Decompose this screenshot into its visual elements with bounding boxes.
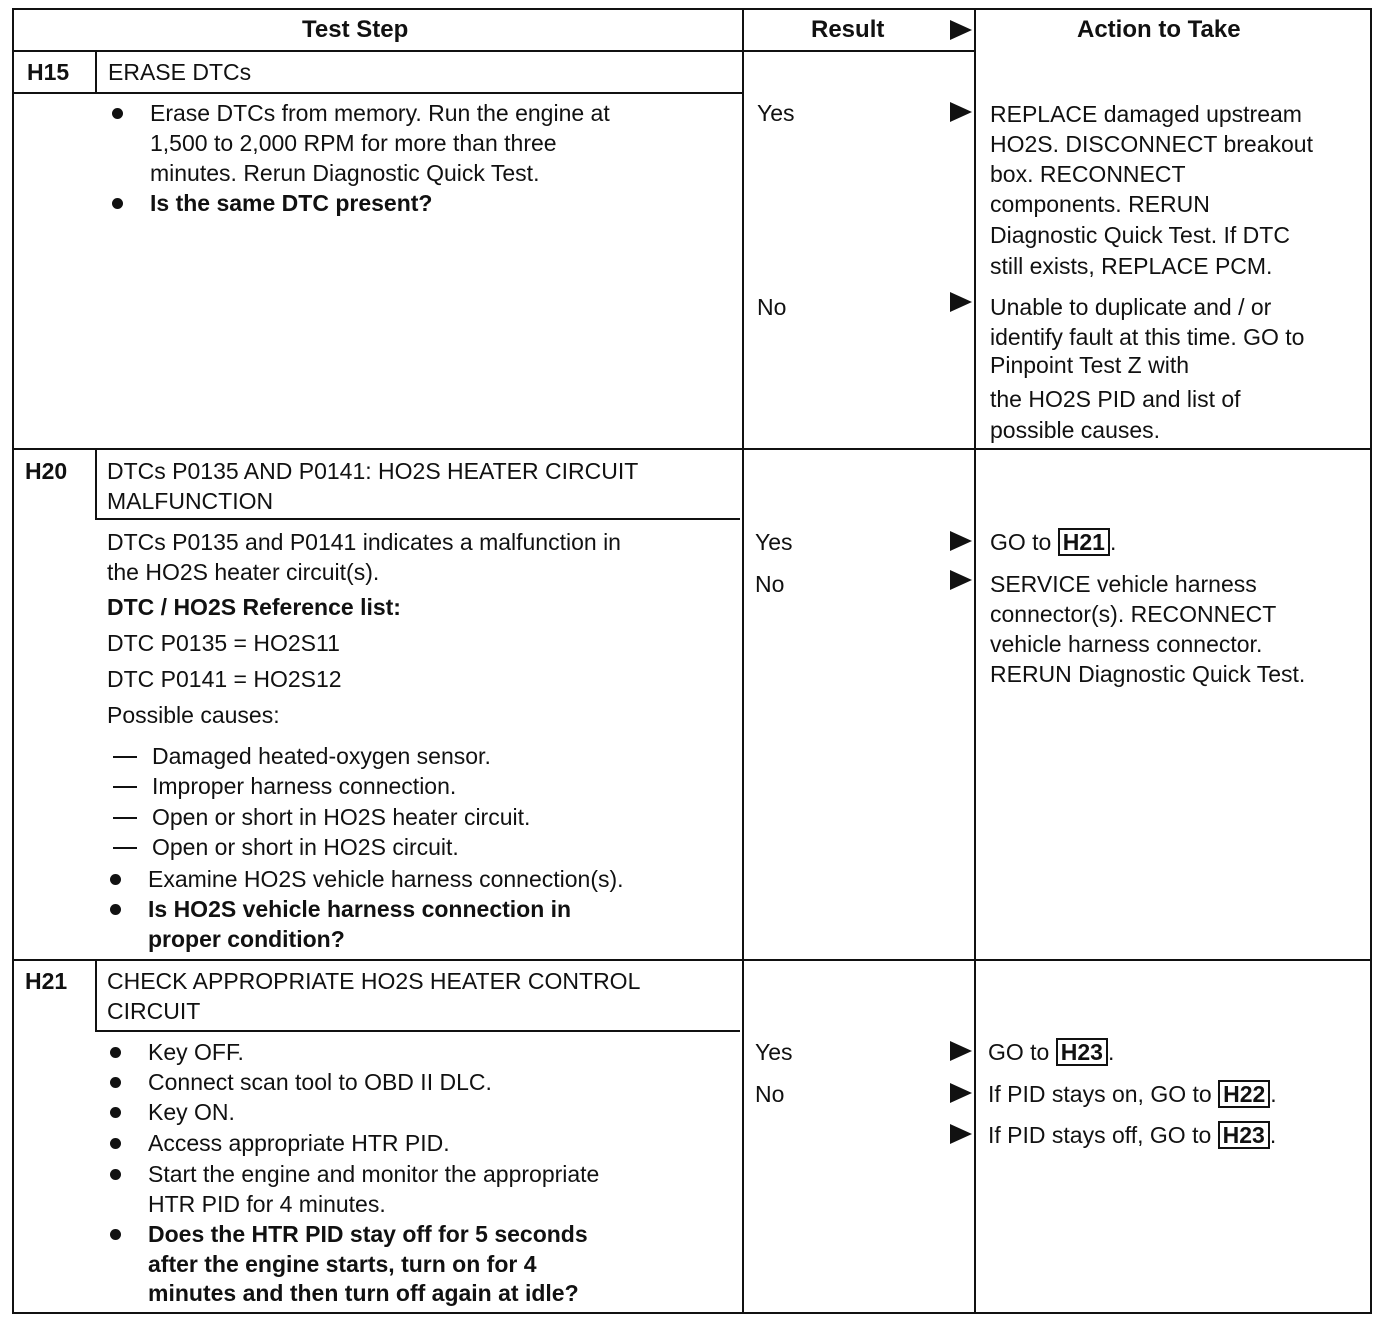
arrow-icon — [950, 531, 972, 551]
step-text: Examine HO2S vehicle harness connection(s). — [148, 866, 624, 892]
arrow-icon — [950, 102, 972, 122]
bullet-icon — [110, 1138, 121, 1149]
cause-item: Open or short in HO2S circuit. — [152, 834, 459, 860]
action-text: vehicle harness connector. — [990, 631, 1263, 657]
arrow-icon — [950, 1083, 972, 1103]
action-text: If PID stays on, GO to — [988, 1081, 1212, 1107]
step-text: 1,500 to 2,000 RPM for more than three — [150, 130, 557, 156]
action-goto — [988, 1120, 1276, 1150]
result-no: No — [755, 1081, 785, 1107]
step-reference-link[interactable]: H22 — [1218, 1080, 1270, 1108]
result-no: No — [757, 294, 787, 320]
cause-item: Open or short in HO2S heater circuit. — [152, 804, 531, 830]
step-text: the HO2S heater circuit(s). — [107, 559, 380, 585]
bullet-icon — [110, 1107, 121, 1118]
bullet-icon — [110, 874, 121, 885]
action-goto — [988, 1037, 1114, 1067]
action-text: If PID stays off, GO to — [988, 1122, 1212, 1148]
step-title: CIRCUIT — [107, 998, 201, 1024]
arrow-icon — [950, 1124, 972, 1144]
action-end: . — [1270, 1081, 1277, 1107]
bullet-icon — [112, 108, 123, 119]
header-test-step: Test Step — [302, 16, 409, 43]
step-reference-link[interactable]: H23 — [1056, 1038, 1108, 1066]
step-reference-link[interactable]: H23 — [1218, 1121, 1270, 1149]
result-yes: Yes — [755, 529, 793, 555]
step-question: proper condition? — [148, 926, 345, 952]
action-end: . — [1109, 529, 1117, 555]
bullet-icon — [110, 1047, 121, 1058]
step-text: Start the engine and monitor the appropriate — [148, 1161, 600, 1187]
dash-icon — [113, 817, 137, 819]
action-goto — [988, 1079, 1277, 1109]
action-text: HO2S. DISCONNECT breakout — [990, 131, 1313, 157]
action-text: components. RERUN — [990, 191, 1210, 217]
bullet-icon — [112, 198, 123, 209]
step-text: DTCs P0135 and P0141 indicates a malfunction in — [107, 529, 621, 555]
result-yes: Yes — [757, 100, 795, 126]
step-text: Erase DTCs from memory. Run the engine at — [150, 100, 610, 126]
step-title: ERASE DTCs — [108, 59, 252, 85]
dash-icon — [113, 847, 137, 849]
reference-item: DTC P0141 = HO2S12 — [107, 666, 342, 692]
cause-item: Damaged heated-oxygen sensor. — [152, 743, 491, 769]
step-text: Connect scan tool to OBD II DLC. — [148, 1069, 492, 1095]
arrow-icon — [950, 292, 972, 312]
action-goto — [990, 527, 1116, 557]
step-title: CHECK APPROPRIATE HO2S HEATER CONTROL — [107, 968, 641, 994]
reference-item: DTC P0135 = HO2S11 — [107, 630, 340, 656]
action-text: REPLACE damaged upstream — [990, 101, 1302, 127]
step-id: H20 — [25, 458, 68, 484]
bullet-icon — [110, 904, 121, 915]
step-question: after the engine starts, turn on for 4 — [148, 1251, 537, 1277]
step-id: H15 — [27, 59, 70, 85]
step-title: DTCs P0135 AND P0141: HO2S HEATER CIRCUIT — [107, 458, 639, 484]
cause-item: Improper harness connection. — [152, 773, 457, 799]
dash-icon — [113, 756, 137, 758]
action-text: SERVICE vehicle harness — [990, 571, 1257, 597]
reference-title: DTC / HO2S Reference list: — [107, 594, 401, 620]
bullet-icon — [110, 1077, 121, 1088]
action-text: the HO2S PID and list of — [990, 386, 1241, 412]
step-reference-link[interactable]: H21 — [1058, 528, 1110, 556]
result-yes: Yes — [755, 1039, 793, 1065]
header-action: Action to Take — [1077, 16, 1241, 43]
step-id: H21 — [25, 968, 68, 994]
step-question: Does the HTR PID stay off for 5 seconds — [148, 1221, 588, 1247]
action-text: still exists, REPLACE PCM. — [990, 253, 1273, 279]
dash-icon — [113, 786, 137, 788]
arrow-icon — [950, 20, 972, 40]
bullet-icon — [110, 1169, 121, 1180]
action-text: Pinpoint Test Z with — [990, 352, 1190, 378]
action-text: RERUN Diagnostic Quick Test. — [990, 661, 1306, 687]
step-text: HTR PID for 4 minutes. — [148, 1191, 386, 1217]
causes-label: Possible causes: — [107, 702, 280, 728]
step-question: Is the same DTC present? — [150, 190, 433, 216]
arrow-icon — [950, 1041, 972, 1061]
action-text: GO to — [988, 1039, 1050, 1065]
bullet-icon — [110, 1229, 121, 1240]
step-text: minutes. Rerun Diagnostic Quick Test. — [150, 160, 540, 186]
step-title: MALFUNCTION — [107, 488, 274, 514]
action-end: . — [1107, 1039, 1115, 1065]
step-question: minutes and then turn off again at idle? — [148, 1280, 579, 1306]
action-text: Diagnostic Quick Test. If DTC — [990, 222, 1290, 248]
step-text: Key ON. — [148, 1099, 235, 1125]
result-no: No — [755, 571, 785, 597]
action-text: possible causes. — [990, 417, 1161, 443]
action-text: identify fault at this time. GO to — [990, 324, 1305, 350]
step-text: Access appropriate HTR PID. — [148, 1130, 450, 1156]
action-end: . — [1269, 1122, 1277, 1148]
action-text: connector(s). RECONNECT — [990, 601, 1277, 627]
action-text: GO to — [990, 529, 1052, 555]
arrow-icon — [950, 570, 972, 590]
step-question: Is HO2S vehicle harness connection in — [148, 896, 572, 922]
action-text: box. RECONNECT — [990, 161, 1186, 187]
action-text: Unable to duplicate and / or — [990, 294, 1272, 320]
header-result: Result — [811, 16, 885, 43]
step-text: Key OFF. — [148, 1039, 244, 1065]
